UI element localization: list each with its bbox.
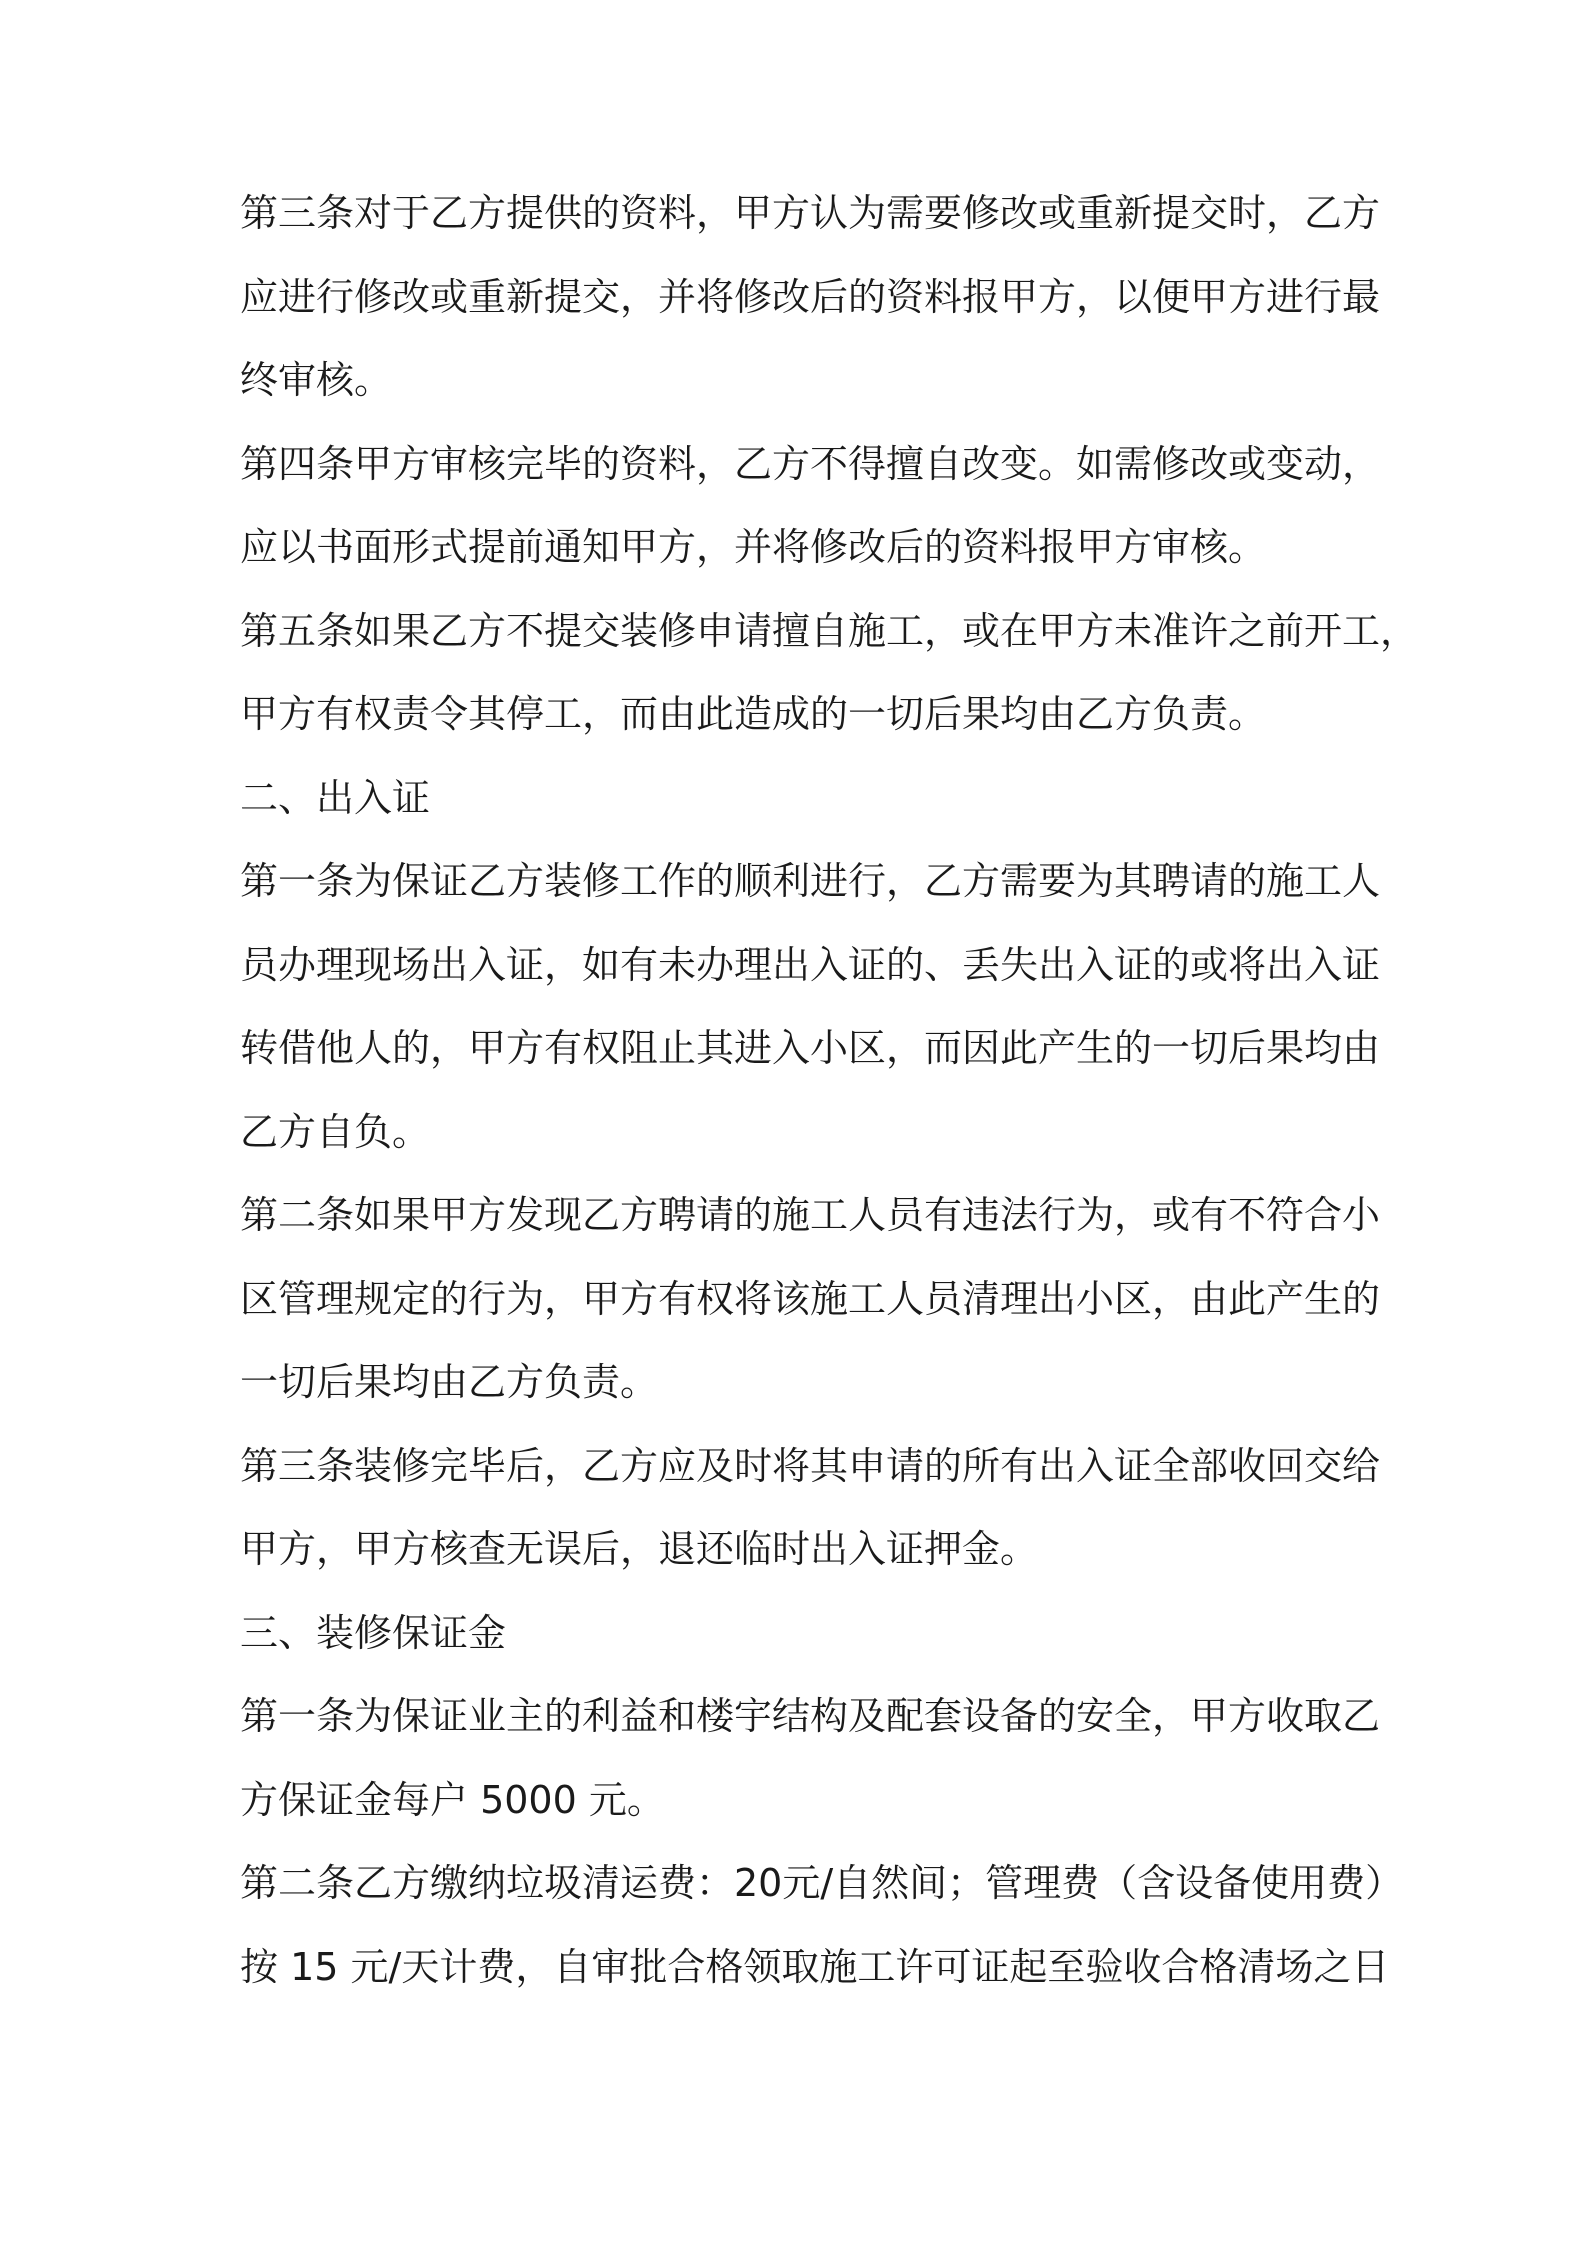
- text-line: 终审核。: [240, 358, 393, 402]
- text-line: 一切后果均由乙方负责。: [240, 1360, 659, 1404]
- text-line: 第一条为保证乙方装修工作的顺利进行，乙方需要为其聘请的施工人: [240, 859, 1381, 903]
- text-line: 转借他人的，甲方有权阻止其进入小区，而因此产生的一切后果均由: [240, 1026, 1381, 1070]
- text-line: 甲方，甲方核查无误后，退还临时出入证押金。: [240, 1527, 1039, 1571]
- text-line: 应以书面形式提前通知甲方，并将修改后的资料报甲方审核。: [240, 525, 1267, 569]
- text-line: 区管理规定的行为，甲方有权将该施工人员清理出小区，由此产生的: [240, 1276, 1381, 1321]
- section-heading: 三、装修保证金: [240, 1610, 507, 1655]
- text-line: 应进行修改或重新提交，并将修改后的资料报甲方，以便甲方进行最: [240, 274, 1381, 319]
- section-heading: 二、出入证: [240, 775, 431, 820]
- text-line: 甲方有权责令其停工，而由此造成的一切后果均由乙方负责。: [240, 692, 1267, 736]
- text-line: 第四条甲方审核完毕的资料，乙方不得擅自改变。如需修改或变动，: [240, 441, 1381, 486]
- text-line: 按 15 元/天计费，自审批合格领取施工许可证起至验收合格清场之日: [240, 1944, 1390, 1989]
- text-line: 第五条如果乙方不提交装修申请擅自施工，或在甲方未准许之前开工，: [240, 608, 1419, 653]
- text-line: 第三条装修完毕后，乙方应及时将其申请的所有出入证全部收回交给: [240, 1443, 1381, 1488]
- text-line: 第二条乙方缴纳垃圾清运费：20元/自然间；管理费（含设备使用费）: [240, 1861, 1404, 1905]
- text-line: 乙方自负。: [240, 1109, 431, 1154]
- text-line: 第一条为保证业主的利益和楼宇结构及配套设备的安全，甲方收取乙: [240, 1694, 1381, 1738]
- text-line: 员办理现场出入证，如有未办理出入证的、丢失出入证的或将出入证: [240, 942, 1381, 987]
- text-line: 第三条对于乙方提供的资料，甲方认为需要修改或重新提交时，乙方: [240, 191, 1381, 235]
- text-line: 方保证金每户 5000 元。: [240, 1777, 665, 1822]
- text-line: 第二条如果甲方发现乙方聘请的施工人员有违法行为，或有不符合小: [240, 1193, 1381, 1237]
- document-body: [240, 172, 1419, 2009]
